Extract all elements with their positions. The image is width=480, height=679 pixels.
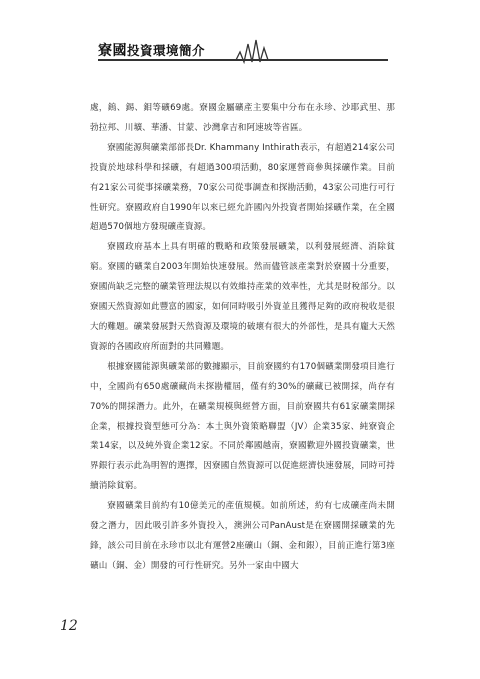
paragraph-3: 寮國政府基本上具有明確的戰略和政策發展礦業，以利發展經濟、消除貧窮。寮國的礦業自2003年開始快速發展。然而儘管該產業對於寮國十分重要，寮國尚缺乏完整的礦業管理法規以有效維持產業的效率性，尤其是財稅部分。以寮國天然資源如此豐富的國家，如何同時吸引外資並且獲得足夠的政府稅收是很大的難題。礦業發展對天然資源及環境的破壞有很大的外部性，是具有龐大天然資源的各國政府所面對的共同難題。 <box>90 242 395 352</box>
page-number: 12 <box>60 618 78 634</box>
header-title-country: 寮國 <box>98 43 127 59</box>
header-title <box>98 40 205 60</box>
header-rule <box>98 59 388 61</box>
paragraph-4: 根據寮國能源與礦業部的數據顯示，目前寮國約有170個礦業開發項目進行中，全國尚有650處礦藏尚未探勘權屆，僅有約30%的礦藏已被開採，尚存有70%的開採潛力。此外，在礦業規模與經營方面，目前寮國共有61家礦業開採企業，根據投資型態可分為：本土與外資策略聯盟（JV）企業35家、純寮資企業14家，以及純外資企業12家。不同於鄰國越南，寮國歡迎外國投資礦業，世界銀行表示此為明智的選擇，因寮國自然資源可以促進經濟快速發展，同時可持續消除貧窮。 <box>90 361 395 492</box>
paragraph-1: 處，鎢、錫、鉬等礦69處。寮國金屬礦產主要集中分布在永珍、沙耶武里、那勃拉邦、川壙、華潘、甘蒙、沙灣拿吉和阿速坡等省區。 <box>90 103 395 133</box>
header-title-subtitle: 投資環境簡介 <box>127 43 206 58</box>
body-text <box>90 99 395 577</box>
paragraph-2: 寮國能源與礦業部部長Dr. Khammany Inthirath表示，有超過214家公司投資於地球科學和採礦，有超過300項活動，80家運營商參與採礦作業。目前有21家公司從事採礦業務，70家公司從事調查和探勘活動，43家公司進行可行性研究。寮國政府自1990年以來已經允許國內外投資者開始採礦作業，在全國超過570個地方發現礦產資源。 <box>90 142 395 233</box>
paragraph-5: 寮國礦業目前約有10億美元的產值規模。如前所述，約有七成礦產尚未開發之潛力，因此吸引許多外資投入，澳洲公司PanAust是在寮國開採礦業的先鋒，該公司目前在永珍市以北有運營2座礦山（銅、金和銀），目前正進行第3座礦山（銅、金）開發的可行性研究。另外一家由中國大 <box>90 501 395 571</box>
page-header <box>0 32 480 72</box>
